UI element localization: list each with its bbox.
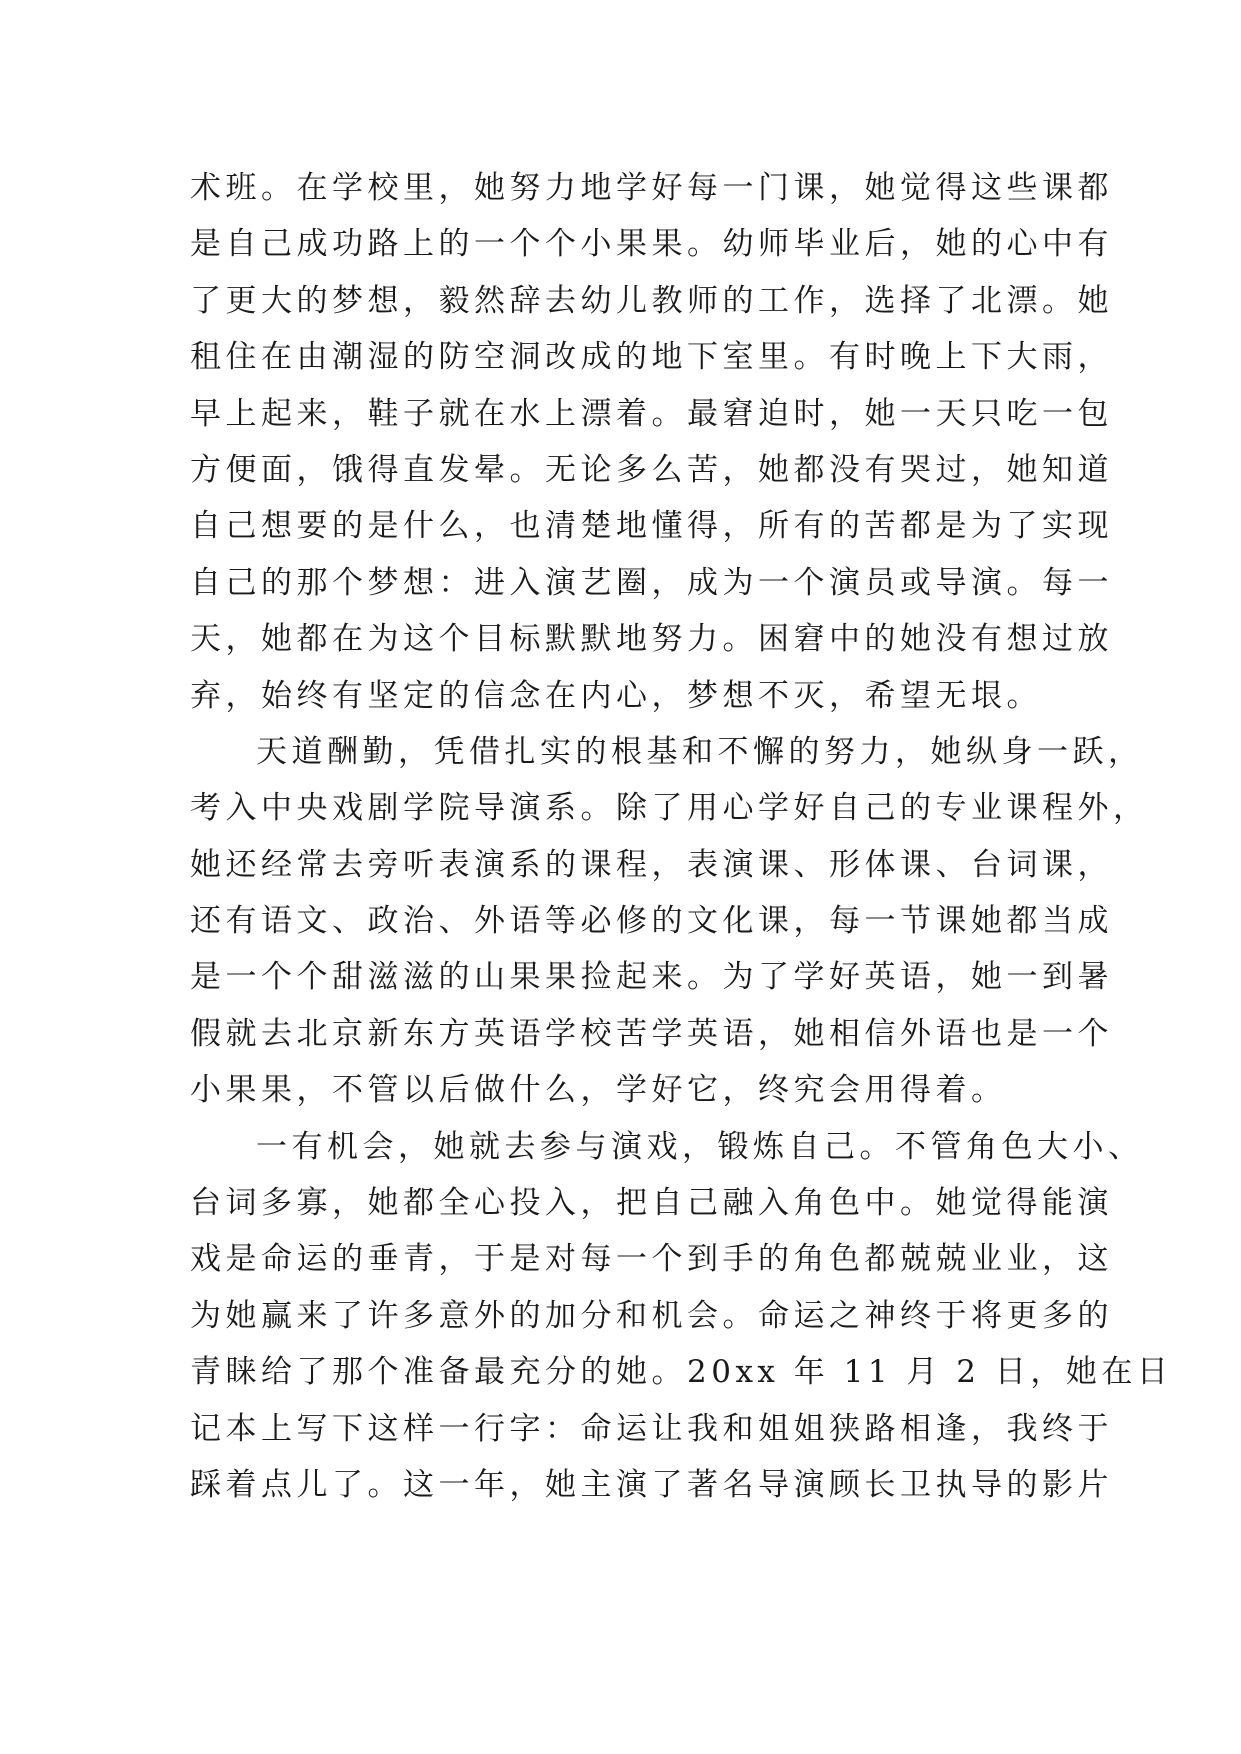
text-line: 天道酬勤，凭借扎实的根基和不懈的努力，她纵身一跃， [256,733,1144,770]
text-line: 为她赢来了许多意外的加分和机会。命运之神终于将更多的 [190,1297,1113,1334]
text-line: 是自己成功路上的一个个小果果。幼师毕业后，她的心中有 [190,226,1113,263]
text-line: 戏是命运的垂青，于是对每一个到手的角色都兢兢业业，这 [190,1241,1113,1278]
text-line: 一有机会，她就去参与演戏，锻炼自己。不管角色大小、 [256,1128,1144,1165]
text-line: 记本上写下这样一行字：命运让我和姐姐狭路相逢，我终于 [190,1410,1113,1447]
text-line: 了更大的梦想，毅然辞去幼儿教师的工作，选择了北漂。她 [190,282,1113,319]
text-line: 弃，始终有坚定的信念在内心，梦想不灭，希望无垠。 [190,677,1042,714]
text-line: 小果果，不管以后做什么，学好它，终究会用得着。 [190,1072,1007,1109]
paragraph-3 [190,1119,1173,1514]
text-line: 她还经常去旁听表演系的课程，表演课、形体课、台词课， [190,846,1113,883]
text-line: 自己想要的是什么，也清楚地懂得，所有的苦都是为了实现 [190,508,1113,545]
paragraph-1 [190,160,1113,724]
text-line: 天，她都在为这个目标默默地努力。困窘中的她没有想过放 [190,621,1113,658]
text-line: 自己的那个梦想：进入演艺圈，成为一个演员或导演。每一 [190,564,1113,601]
text-line: 是一个个甜滋滋的山果果捡起来。为了学好英语，她一到暑 [190,959,1113,996]
text-line: 踩着点儿了。这一年，她主演了著名导演顾长卫执导的影片 [190,1466,1113,1503]
text-line: 术班。在学校里，她努力地学好每一门课，她觉得这些课都 [190,170,1113,206]
text-line: 青睐给了那个准备最充分的她。20xx 年 11 月 2 日，她在日 [190,1354,1173,1391]
text-line: 租住在由潮湿的防空洞改成的地下室里。有时晚上下大雨， [190,339,1113,376]
text-line: 早上起来，鞋子就在水上漂着。最窘迫时，她一天只吃一包 [190,395,1113,432]
text-line: 方便面，饿得直发晕。无论多么苦，她都没有哭过，她知道 [190,451,1113,488]
text-line: 考入中央戏剧学院导演系。除了用心学好自己的专业课程外， [190,790,1149,827]
text-line: 假就去北京新东方英语学校苦学英语，她相信外语也是一个 [190,1015,1113,1052]
paragraph-2 [190,724,1149,1119]
text-line: 还有语文、政治、外语等必修的文化课，每一节课她都当成 [190,903,1113,940]
body-text [190,160,1173,1513]
text-line: 台词多寡，她都全心投入，把自己融入角色中。她觉得能演 [190,1185,1113,1222]
